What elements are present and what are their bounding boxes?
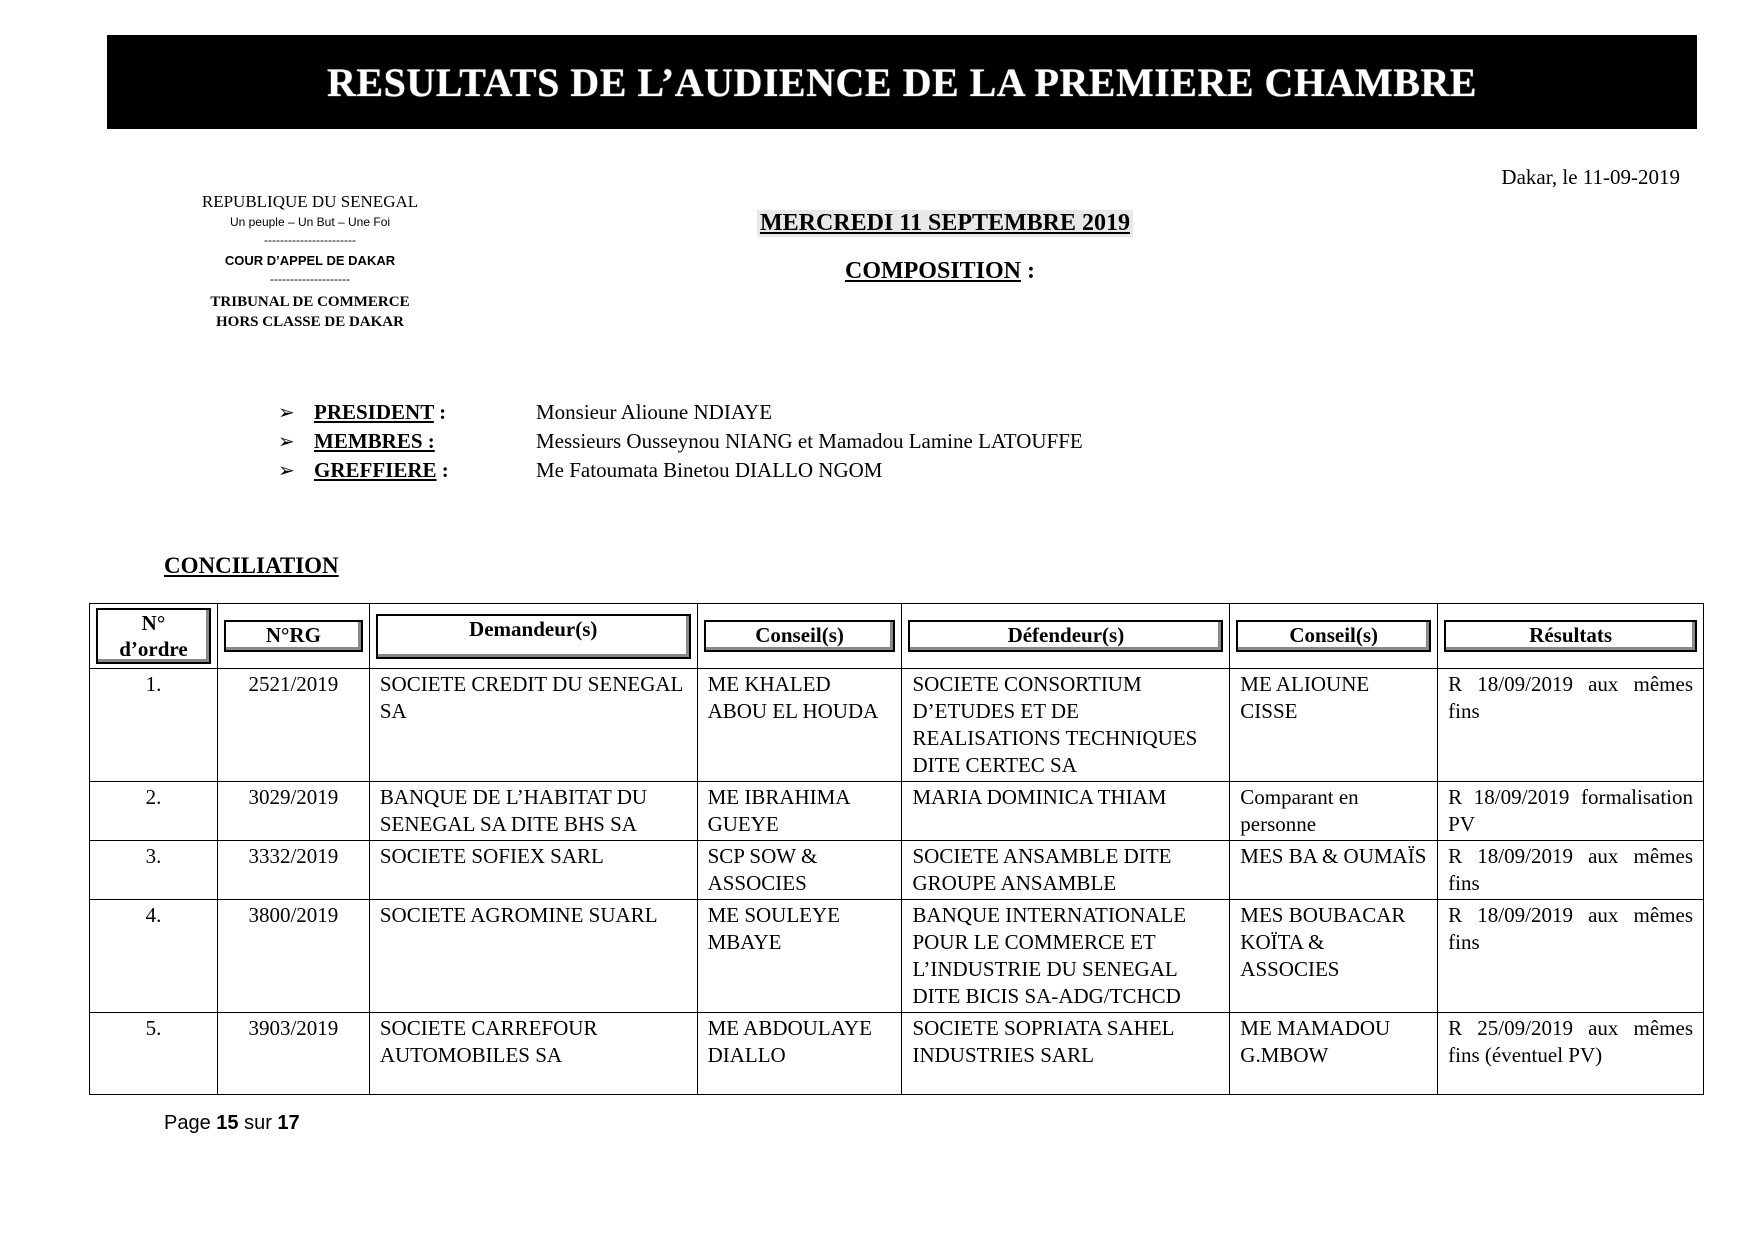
member-name: Me Fatoumata Binetou DIALLO NGOM [536, 458, 883, 482]
cell-order: 4. [90, 900, 218, 1013]
header-results-label: Résultats [1444, 620, 1697, 652]
cell-defendant: SOCIETE SOPRIATA SAHEL INDUSTRIES SARL [902, 1013, 1230, 1095]
header-plaintiff-label: Demandeur(s) [376, 614, 691, 659]
cell-counsel: MES BOUBACAR KOÏTA & ASSOCIES [1230, 900, 1438, 1013]
national-motto: Un peuple – Un But – Une Foi [229, 215, 391, 229]
member-role-sep: : [433, 400, 447, 424]
cell-result: R 18/09/2019 aux mêmes fins [1438, 900, 1704, 1013]
document-date: Dakar, le 11-09-2019 [1501, 165, 1680, 189]
cell-counsel: ME MAMADOU G.MBOW [1230, 1013, 1438, 1095]
cell-defendant: MARIA DOMINICA THIAM [902, 782, 1230, 841]
composition-label: COMPOSITION [844, 258, 1021, 284]
header-cell-counsel [1230, 604, 1438, 669]
member-role: GREFFIERE [314, 458, 437, 482]
arrow-bullet-icon: ➢ [278, 429, 295, 453]
table-row [90, 669, 1704, 782]
cell-plaintiff: SOCIETE CARREFOUR AUTOMOBILES SA [369, 1013, 697, 1095]
cell-rg: 3903/2019 [217, 1013, 369, 1095]
table-header-row [90, 604, 1704, 669]
court-name: COUR D’APPEL DE DAKAR [224, 253, 396, 268]
cell-order: 5. [90, 1013, 218, 1095]
table-row [90, 841, 1704, 900]
member-role: MEMBRES : [314, 429, 435, 453]
composition-heading [700, 258, 1180, 285]
cell-counsel: ME SOULEYE MBAYE [697, 900, 902, 1013]
cell-counsel: ME ABDOULAYE DIALLO [697, 1013, 902, 1095]
cell-defendant: SOCIETE ANSAMBLE DITE GROUPE ANSAMBLE [902, 841, 1230, 900]
institution-header [160, 192, 460, 332]
header-rg-label: N°RG [224, 620, 363, 652]
current-page: 15 [216, 1112, 239, 1134]
member-row-president [278, 400, 1478, 429]
header-separator: -------------------- [270, 272, 350, 286]
cell-counsel: Comparant en personne [1230, 782, 1438, 841]
cell-plaintiff: BANQUE DE L’HABITAT DU SENEGAL SA DITE BHS SA [369, 782, 697, 841]
cell-result: R 18/09/2019 aux mêmes fins [1438, 669, 1704, 782]
header-order-line1: N° [141, 611, 166, 635]
header-cell-defendant [902, 604, 1230, 669]
cell-result: R 25/09/2019 aux mêmes fins (éventuel PV) [1438, 1013, 1704, 1095]
banner-title: RESULTATS DE L’AUDIENCE DE LA PREMIERE CHAMBRE [327, 59, 1477, 105]
header-order-line2: d’ordre [119, 637, 188, 661]
tribunal-line: TRIBUNAL DE COMMERCE [210, 294, 410, 310]
page-banner [107, 35, 1697, 129]
member-role: PRESIDENT [314, 400, 434, 424]
tribunal-name [160, 292, 460, 332]
tribunal-line: HORS CLASSE DE DAKAR [216, 314, 404, 330]
member-role-sep: : [436, 458, 449, 482]
arrow-bullet-icon: ➢ [278, 400, 295, 424]
header-cell-results [1438, 604, 1704, 669]
cell-counsel: ME KHALED ABOU EL HOUDA [697, 669, 902, 782]
cell-plaintiff: SOCIETE AGROMINE SUARL [369, 900, 697, 1013]
cell-rg: 2521/2019 [217, 669, 369, 782]
cell-plaintiff: SOCIETE SOFIEX SARL [369, 841, 697, 900]
cell-defendant: SOCIETE CONSORTIUM D’ETUDES ET DE REALISATIONS TECHNIQUES DITE CERTEC SA [902, 669, 1230, 782]
header-cell-order [90, 604, 218, 669]
cell-order: 2. [90, 782, 218, 841]
member-row-members [278, 429, 1478, 458]
cell-counsel: ME IBRAHIMA GUEYE [697, 782, 902, 841]
cell-rg: 3332/2019 [217, 841, 369, 900]
cell-counsel: MES BA & OUMAÏS [1230, 841, 1438, 900]
composition-list [278, 400, 1478, 487]
total-pages: 17 [277, 1112, 300, 1134]
header-separator: ----------------------- [264, 233, 356, 247]
page-prefix: Page [164, 1112, 217, 1134]
cell-result: R 18/09/2019 aux mêmes fins [1438, 841, 1704, 900]
cell-defendant: BANQUE INTERNATIONALE POUR LE COMMERCE ET L’INDUSTRIE DU SENEGAL DITE BICIS SA-ADG/TCHCD [902, 900, 1230, 1013]
page-middle: sur [238, 1112, 278, 1134]
cell-plaintiff: SOCIETE CREDIT DU SENEGAL SA [369, 669, 697, 782]
member-row-clerk [278, 458, 1478, 487]
results-table [89, 603, 1704, 1095]
header-defendant-label: Défendeur(s) [908, 620, 1223, 652]
cell-counsel: SCP SOW & ASSOCIES [697, 841, 902, 900]
cell-result: R 18/09/2019 formalisation PV [1438, 782, 1704, 841]
member-name: Monsieur Alioune NDIAYE [536, 400, 773, 424]
header-cell-counsel [697, 604, 902, 669]
cell-rg: 3029/2019 [217, 782, 369, 841]
table-row [90, 900, 1704, 1013]
hearing-date-title: MERCREDI 11 SEPTEMBRE 2019 [757, 210, 1133, 237]
header-cell-plaintiff [369, 604, 697, 669]
header-counsel-label: Conseil(s) [704, 620, 896, 652]
cell-counsel: ME ALIOUNE CISSE [1230, 669, 1438, 782]
cell-rg: 3800/2019 [217, 900, 369, 1013]
header-cell-rg [217, 604, 369, 669]
page-number [164, 1112, 300, 1135]
section-title: CONCILIATION [164, 553, 339, 578]
cell-order: 1. [90, 669, 218, 782]
header-counsel-label: Conseil(s) [1236, 620, 1431, 652]
table-row [90, 782, 1704, 841]
composition-suffix: : [1021, 258, 1035, 284]
member-name: Messieurs Ousseynou NIANG et Mamadou Lamine LATOUFFE [536, 429, 1083, 453]
cell-order: 3. [90, 841, 218, 900]
republic-name: REPUBLIQUE DU SENEGAL [201, 192, 419, 211]
arrow-bullet-icon: ➢ [278, 458, 295, 482]
table-row [90, 1013, 1704, 1095]
